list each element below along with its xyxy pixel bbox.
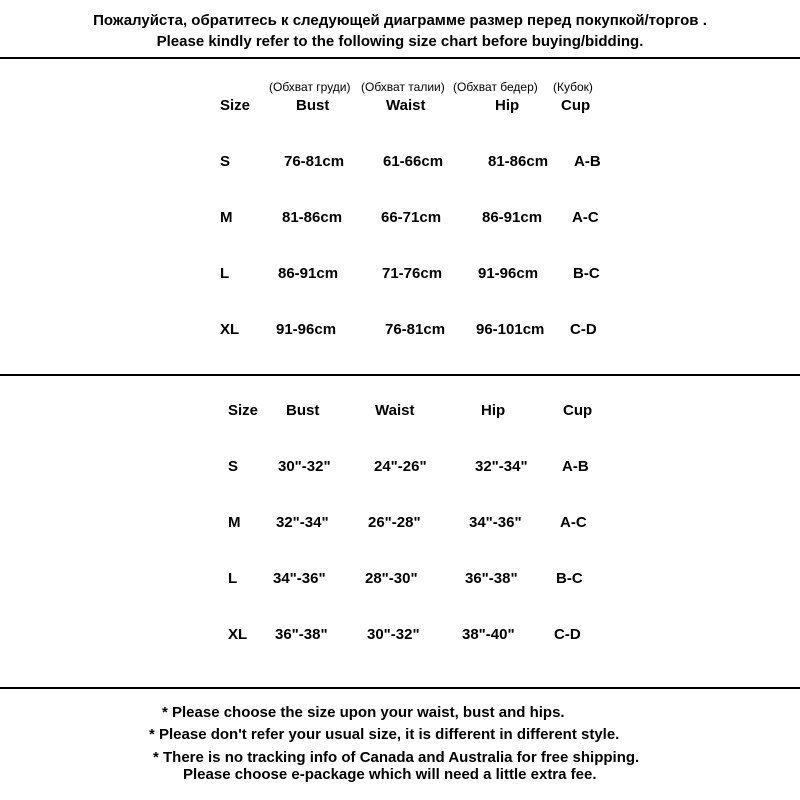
table-cell: 81-86cm <box>488 153 549 170</box>
table-cell: L <box>220 265 230 282</box>
metric-header-hip: Hip <box>495 97 520 114</box>
table-cell: 32"-34" <box>276 514 329 531</box>
inch-header-cup: Cup <box>563 402 593 419</box>
metric-header-cup: Cup <box>561 97 591 114</box>
table-cell: B-C <box>556 570 583 587</box>
metric-header-bust: Bust <box>296 97 330 114</box>
ru-header-bust: (Обхват груди) <box>269 80 351 94</box>
table-cell: A-C <box>560 514 587 531</box>
metric-header-waist: Waist <box>386 97 426 114</box>
table-cell: A-C <box>572 209 599 226</box>
ru-header-hip: (Обхват бедер) <box>453 80 538 94</box>
ru-header-waist: (Обхват талии) <box>361 80 445 94</box>
table-cell: 91-96cm <box>478 265 539 282</box>
table-cell: 71-76cm <box>382 265 443 282</box>
table-cell: M <box>228 514 241 531</box>
table-cell: 34"-36" <box>469 514 522 531</box>
inch-header-hip: Hip <box>481 402 506 419</box>
note-line: * Please choose the size upon your waist, bust and hips. <box>162 704 565 721</box>
header-line-ru: Пожалуйста, обратитесь к следующей диаграмме размер перед покупкой/торгов . <box>93 12 707 29</box>
note-line: * Please don't refer your usual size, it is different in different style. <box>149 726 620 743</box>
note-line: Please choose e-package which will need a little extra fee. <box>183 766 597 783</box>
table-cell: XL <box>228 626 248 643</box>
table-cell: 26"-28" <box>368 514 421 531</box>
table-cell: 86-91cm <box>278 265 339 282</box>
header-line-en: Please kindly refer to the following size chart before buying/bidding. <box>156 33 644 50</box>
table-cell: A-B <box>574 153 601 170</box>
table-cell: C-D <box>570 321 597 338</box>
table-cell: 76-81cm <box>284 153 345 170</box>
inch-header-size: Size <box>228 402 259 419</box>
note-line: * There is no tracking info of Canada and Australia for free shipping. <box>153 749 640 766</box>
table-cell: 66-71cm <box>381 209 442 226</box>
table-cell: 32"-34" <box>475 458 528 475</box>
table-cell: 36"-38" <box>465 570 518 587</box>
inch-header-bust: Bust <box>286 402 320 419</box>
table-cell: 36"-38" <box>275 626 328 643</box>
bottom-divider <box>0 687 800 689</box>
table-cell: B-C <box>573 265 600 282</box>
table-cell: 86-91cm <box>482 209 543 226</box>
table-cell: 91-96cm <box>276 321 337 338</box>
table-cell: 30"-32" <box>278 458 331 475</box>
table-cell: S <box>220 153 231 170</box>
table-cell: XL <box>220 321 240 338</box>
table-cell: M <box>220 209 233 226</box>
middle-divider <box>0 374 800 376</box>
table-cell: A-B <box>562 458 589 475</box>
table-cell: 96-101cm <box>476 321 545 338</box>
metric-header-size: Size <box>220 97 251 114</box>
table-cell: 30"-32" <box>367 626 420 643</box>
table-cell: L <box>228 570 238 587</box>
top-divider <box>0 57 800 59</box>
table-cell: 81-86cm <box>282 209 343 226</box>
table-cell: 38"-40" <box>462 626 515 643</box>
table-cell: 61-66cm <box>383 153 444 170</box>
table-cell: 24"-26" <box>374 458 427 475</box>
ru-header-cup: (Кубок) <box>553 80 593 94</box>
inch-header-waist: Waist <box>375 402 415 419</box>
table-cell: 28"-30" <box>365 570 418 587</box>
table-cell: S <box>228 458 239 475</box>
table-cell: 76-81cm <box>385 321 446 338</box>
table-cell: 34"-36" <box>273 570 326 587</box>
table-cell: C-D <box>554 626 581 643</box>
